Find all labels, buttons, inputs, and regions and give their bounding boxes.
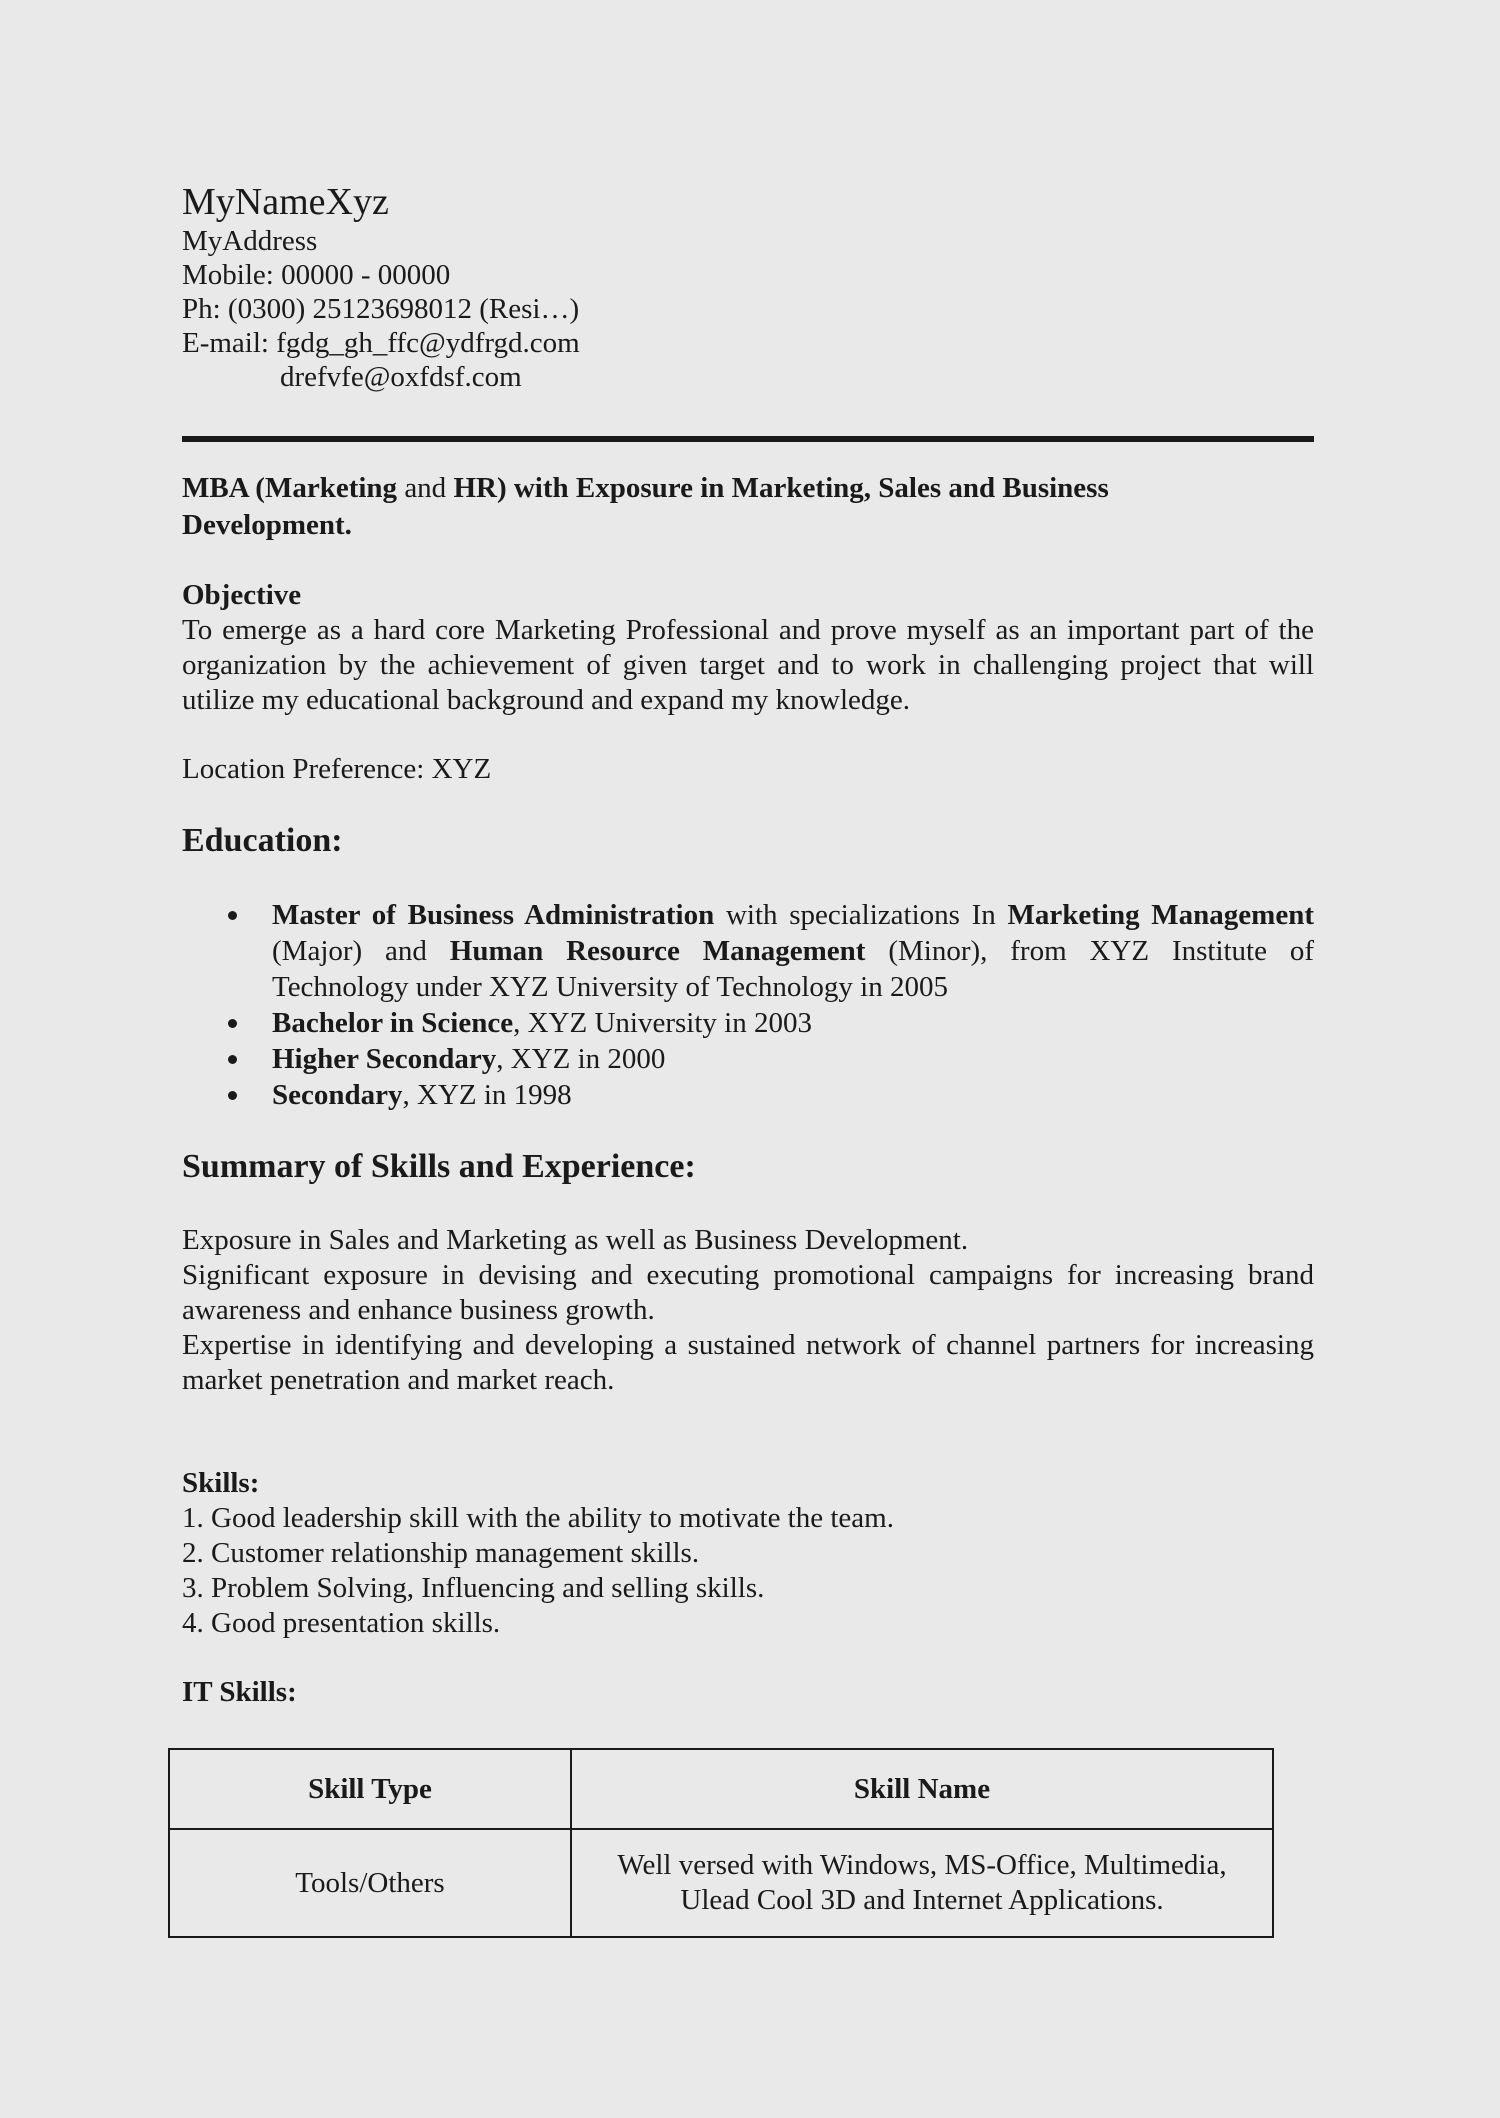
- header-skill-type: Skill Type: [169, 1749, 571, 1829]
- education-detail: (Major) and: [272, 935, 450, 967]
- specialization-minor: Human Resource Management: [449, 935, 866, 967]
- it-skills-label: IT Skills:: [182, 1676, 297, 1708]
- resume-page: [182, 180, 1320, 1938]
- degree-name: Bachelor in Science: [272, 1007, 514, 1039]
- phone-number: Ph: (0300) 25123698012 (Resi…): [182, 293, 580, 325]
- education-detail: , XYZ University in 2003: [513, 1007, 812, 1039]
- degree-name: Secondary: [272, 1079, 403, 1111]
- education-item: [272, 1077, 1314, 1113]
- contact-header: [182, 180, 1320, 394]
- headline-part-2: Marketing: [264, 472, 398, 504]
- summary-line: Expertise in identifying and developing a sustained network of channel partners for increasing market penetration and market reach.: [182, 1329, 1314, 1396]
- education-detail: , XYZ in 2000: [496, 1043, 666, 1075]
- objective-label: Objective: [182, 579, 302, 611]
- email-secondary: drefvfe@oxfdsf.com: [280, 361, 522, 393]
- summary-line: Significant exposure in devising and executing promotional campaigns for increasing brand awareness and enhance business growth.: [182, 1259, 1314, 1326]
- cell-skill-type: Tools/Others: [169, 1829, 571, 1937]
- summary-heading: Summary of Skills and Experience:: [182, 1148, 696, 1185]
- education-heading: Education:: [182, 822, 343, 859]
- table-row: [169, 1829, 1273, 1937]
- education-list: [182, 897, 1314, 1113]
- headline-part-3: and: [397, 472, 454, 504]
- degree-name: Higher Secondary: [272, 1043, 497, 1075]
- skills-list: [182, 1501, 1320, 1641]
- degree-name: Master of Business Administration: [272, 899, 715, 931]
- skill-item: 3. Problem Solving, Influencing and selling skills.: [182, 1572, 765, 1604]
- education-item: [272, 1041, 1314, 1077]
- headline: [182, 470, 1182, 544]
- summary-block: [182, 1223, 1320, 1398]
- education-item: [272, 1005, 1314, 1041]
- education-detail: , XYZ in 1998: [402, 1079, 572, 1111]
- location-preference: Location Preference: XYZ: [182, 753, 492, 785]
- summary-line: Exposure in Sales and Marketing as well as Business Development.: [182, 1224, 969, 1256]
- candidate-name: MyNameXyz: [182, 181, 389, 223]
- header-skill-name: Skill Name: [571, 1749, 1273, 1829]
- specialization-major: Marketing Management: [1007, 899, 1314, 931]
- objective-text: To emerge as a hard core Marketing Professional and prove myself as an important part of the organization by the achievement of given target and to work in challenging project that will utilize my educational background and expand my knowledge.: [182, 614, 1314, 716]
- email-primary: E-mail: fgdg_gh_ffc@ydfrgd.com: [182, 327, 580, 359]
- skill-item: 4. Good presentation skills.: [182, 1607, 501, 1639]
- headline-part-4: HR) with Exposure in Marketing, Sales and Business Development.: [182, 472, 1109, 541]
- skill-item: 2. Customer relationship management skills.: [182, 1537, 700, 1569]
- skills-label: Skills:: [182, 1467, 260, 1499]
- cell-skill-name: Well versed with Windows, MS-Office, Multimedia, Ulead Cool 3D and Internet Applications.: [571, 1829, 1273, 1937]
- headline-part-1: MBA (: [182, 472, 265, 504]
- education-item: [272, 897, 1314, 1005]
- table-header-row: [169, 1749, 1273, 1829]
- education-detail: (Minor), from XYZ Institute of Technology under XYZ University of Technology in 2005: [272, 935, 1315, 1003]
- header-divider: [182, 436, 1314, 442]
- mobile-number: Mobile: 00000 - 00000: [182, 259, 451, 291]
- it-skills-table: [168, 1748, 1274, 1938]
- education-detail: with specializations In: [714, 899, 1008, 931]
- address: MyAddress: [182, 225, 318, 257]
- skill-item: 1. Good leadership skill with the ability to motivate the team.: [182, 1502, 894, 1534]
